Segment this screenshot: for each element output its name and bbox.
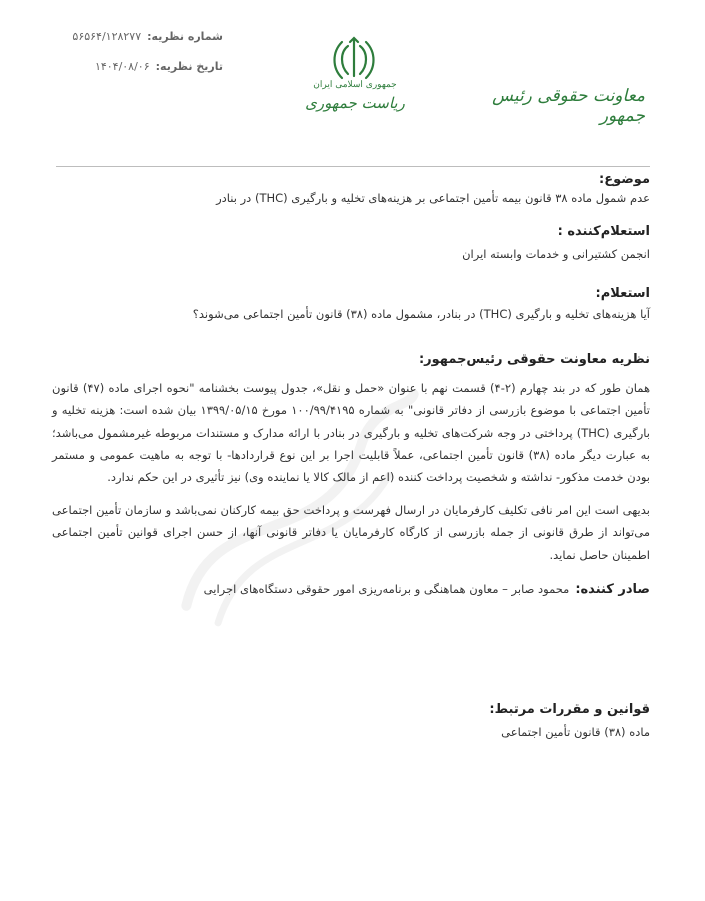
opinion-paragraph-2: بدیهی است این امر نافی تکلیف کارفرمایان در ارسال فهرست و پرداخت حق بیمه کارکنان نمی‌باشد و سازمان تأمین اجتماعی می‌تواند از طرق قانونی از جمله بازرسی از کارگاه کارفرمایان یا دفاتر قانونی آنها، از حسن اجرای قوانین تأمین اجتماعی اطمینان حاصل نماید. bbox=[52, 503, 650, 562]
opinion-date: تاریخ نظریه:۱۴۰۴/۰۸/۰۶ bbox=[94, 60, 223, 73]
related-laws-section bbox=[50, 702, 650, 743]
issuer-label: صادر کننده: bbox=[575, 582, 650, 597]
inquiry-label: استعلام: bbox=[595, 286, 650, 301]
office-name: معاونت حقوقی رئیس جمهور bbox=[492, 86, 645, 126]
iran-emblem-icon bbox=[330, 36, 378, 80]
document-meta bbox=[23, 22, 223, 82]
related-laws-text: ماده (۳۸) قانون تأمین اجتماعی bbox=[501, 725, 650, 739]
subject-text: عدم شمول ماده ۳۸ قانون بیمه تأمین اجتماعی بر هزینه‌های تخلیه و بارگیری (THC) در بنادر bbox=[216, 191, 650, 205]
opinion-paragraph-1: همان طور که در بند چهارم (۲-۴) قسمت نهم با عنوان «حمل و نقل»، جدول پیوست بخشنامه "نحوه اجرای ماده (۴۷) قانون تأمین اجتماعی با موضوع بازرسی از دفاتر قانونی" به شماره ۱۰۰/۹۹/۴۱۹۵ مورخ ۱۳۹۹/۰۵/۱۵ بیان شده است: هزینه تخلیه و بارگیری (THC) پرداختی در وجه شرکت‌های تخلیه و بارگیری در بنادر با ارائه مدارک و مستندات مربوطه غیرمشمول می‌باشد؛ به عبارت دیگر ماده (۳۸) قانون تأمین اجتماعی، عملاً قابلیت اجرا بر این نوع قراردادها- با توجه به ماهیت عمومی و مستمر بودن خدمت مذکور- نداشته و شخصیت پرداخت کننده (اعم از مالک کالا یا نماینده وی) نیز تأثیری در این حکم ندارد. bbox=[52, 381, 651, 485]
subject-section bbox=[50, 172, 650, 209]
reference-number: شماره نظریه:۵۶۵۶۴/۱۲۸۲۷۷ bbox=[72, 30, 223, 43]
issuer-section bbox=[50, 582, 650, 597]
requester-section bbox=[50, 224, 650, 265]
inquiry-text: آیا هزینه‌های تخلیه و بارگیری (THC) در بنادر، مشمول ماده (۳۸) قانون تأمین اجتماعی می‌شوند؟ bbox=[192, 307, 650, 321]
opinion-heading: نظریه معاونت حقوقی رئیس‌جمهور: bbox=[418, 352, 650, 367]
subject-label: موضوع: bbox=[599, 172, 650, 187]
requester-text: انجمن کشتیرانی و خدمات وابسته ایران bbox=[462, 247, 650, 261]
inquiry-section bbox=[50, 286, 650, 325]
requester-label: استعلام‌کننده : bbox=[557, 224, 650, 239]
related-laws-label: قوانین و مقررات مرتبط: bbox=[489, 702, 650, 717]
emblem-country-name: جمهوری اسلامی ایران bbox=[313, 80, 397, 90]
issuer-text: محمود صابر – معاون هماهنگی و برنامه‌ریزی امور حقوقی دستگاه‌های اجرایی bbox=[203, 582, 570, 596]
emblem-presidency: ریاست جمهوری bbox=[305, 94, 405, 112]
header-divider bbox=[56, 166, 650, 167]
